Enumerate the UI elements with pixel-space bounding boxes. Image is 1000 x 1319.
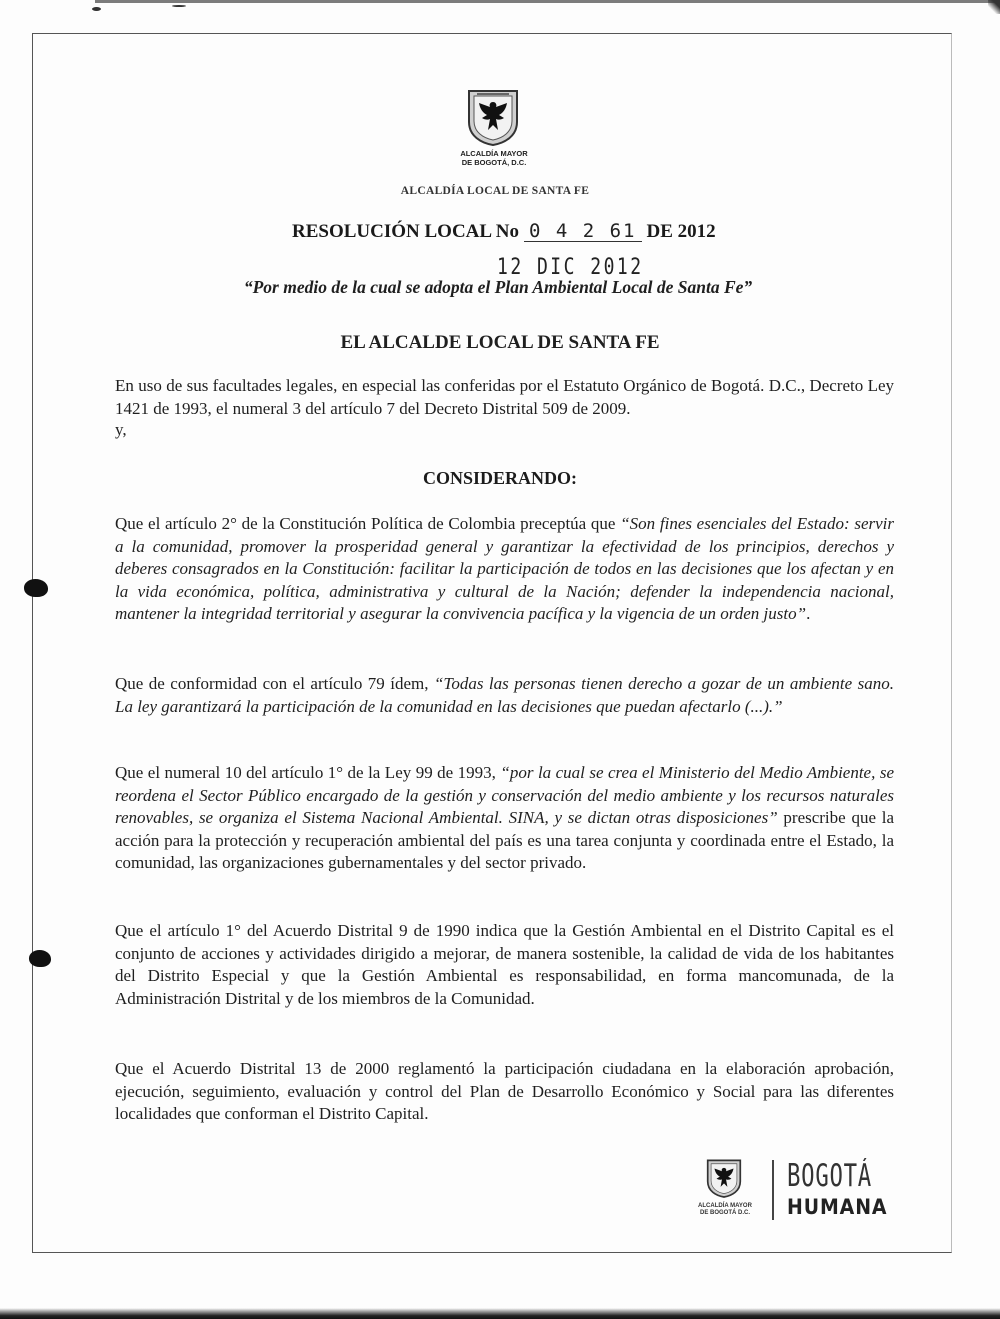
scan-speck: [172, 5, 186, 7]
intro-conjunction: y,: [115, 420, 127, 439]
intro-paragraph: En uso de sus facultades legales, en especial las conferidas por el Estatuto Orgánico de Bogotá. D.C., Decreto Ley 1421 de 1993, el numeral 3 del artículo 7 del Decreto Distrital 509 de 2009.: [115, 376, 894, 418]
resolution-number: 0 4 2 61: [524, 221, 642, 242]
paragraph-quote: “por la cual se crea el Ministerio del Medio Ambiente, se reordena el Sector Público encargado de la gestión y conservación del medio ambiente y los recursos naturales renovables, se organiza el Sistema Nacional Ambiental. SINA, y se dictan otras disposiciones”: [115, 763, 894, 827]
resolution-subtitle: “Por medio de la cual se adopta el Plan Ambiental Local de Santa Fe”: [243, 277, 753, 297]
footer-crest-caption: [683, 1203, 767, 1217]
paragraph-tail: .: [806, 604, 811, 623]
footer-coat-of-arms-icon: [705, 1158, 743, 1198]
crest-caption: [420, 149, 568, 167]
resolution-title: [292, 221, 732, 243]
considerando-paragraph: [115, 920, 894, 1010]
paragraph-lead: Que el artículo 1° del Acuerdo Distrital 9 de 1990 indica que la Gestión Ambiental en el Distrito Capital es el conjunto de acciones y actividades dirigido a mejorar, de manera sostenible, la calidad de vida de los habitantes del Distrito Especial y que la Gestión Ambiental es responsabilidad, en forma mancomunada, de la Administración Distrital y de los miembros de la Comunidad.: [115, 921, 894, 1008]
bogota-coat-of-arms-icon: [465, 88, 521, 146]
considerando-paragraph: [115, 673, 894, 718]
paragraph-quote: “Todas las personas tienen derecho a gozar de un ambiente sano. La ley garantizará la participación de la comunidad en las decisiones que puedan afectarlo (...).”: [115, 674, 894, 716]
considerando-heading: CONSIDERANDO:: [422, 468, 577, 488]
bogota-humana-logo-top: BOGOTÁ: [787, 1158, 872, 1194]
authority-heading: EL ALCALDE LOCAL DE SANTA FE: [340, 332, 660, 353]
paragraph-tail: prescribe que la acción para la protección y recuperación ambiental del país es una tarea conjunta y coordinada entre el Estado, la comunidad, las organizaciones gubernamentales y del sector privado.: [115, 808, 894, 872]
date-stamp: 12 DIC 2012: [497, 255, 644, 280]
office-name: ALCALDÍA LOCAL DE SANTA FE: [400, 185, 590, 197]
considerando-paragraph: [115, 1058, 894, 1126]
paragraph-lead: Que el Acuerdo Distrital 13 de 2000 reglamentó la participación ciudadana en la elaboración aprobación, ejecución, seguimiento, evaluación y control del Plan de Desarrollo Económico y Social para las diferentes localidades que conforman el Distrito Capital.: [115, 1059, 894, 1123]
scan-speck: [92, 7, 101, 11]
footer-caption-line2: DE BOGOTÁ D.C.: [699, 1210, 750, 1216]
scan-edge-bottom: [0, 1308, 1000, 1319]
scan-edge-top: [95, 0, 1000, 3]
bogota-humana-logo-bottom: HUMANA: [787, 1195, 888, 1219]
footer-caption-line1: ALCALDÍA MAYOR: [698, 1203, 752, 1209]
resolution-year: DE 2012: [646, 221, 716, 242]
scan-corner-shadow: [988, 0, 1000, 14]
paragraph-lead: Que el artículo 2° de la Constitución Política de Colombia preceptúa que: [115, 514, 621, 533]
paragraph-lead: Que de conformidad con el artículo 79 ídem,: [115, 674, 434, 693]
resolution-prefix: RESOLUCIÓN LOCAL No: [292, 221, 519, 242]
paragraph-quote: “Son fines esenciales del Estado: servir a la comunidad, promover la prosperidad general y garantizar la efectividad de los principios, derechos y deberes consagrados en la Constitución: facilitar la participación de todos en las decisiones que los afectan y en la vida económica, política, administrativa y cultural de la Nación; defender la independencia nacional, mantener la integridad territorial y asegurar la convivencia pacífica y la vigencia de un orden justo”: [115, 514, 894, 623]
paragraph-lead: Que el numeral 10 del artículo 1° de la Ley 99 de 1993,: [115, 763, 501, 782]
punch-hole: [24, 579, 48, 597]
punch-hole: [29, 950, 51, 967]
crest-caption-line1: ALCALDÍA MAYOR: [460, 149, 528, 158]
considerando-paragraph: [115, 762, 894, 875]
footer-divider: [772, 1160, 774, 1220]
considerando-paragraph: [115, 513, 894, 626]
crest-caption-line2: DE BOGOTÁ, D.C.: [461, 158, 527, 167]
